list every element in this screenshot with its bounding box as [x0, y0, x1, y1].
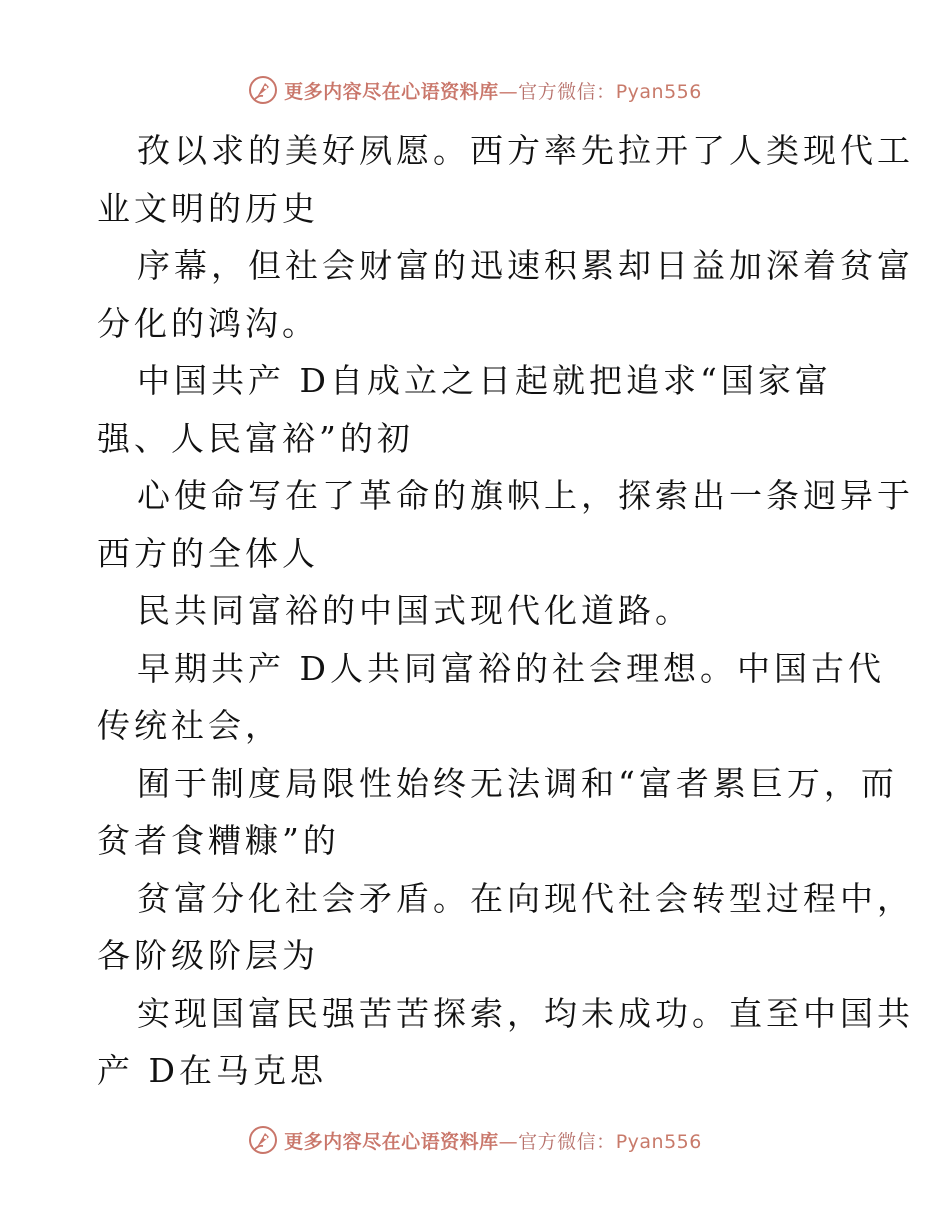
body-line: 孜以求的美好夙愿。西方率先拉开了人类现代工: [137, 131, 914, 170]
body-line: 实现国富民强苦苦探索，均未成功。直至中国共: [137, 993, 914, 1033]
body-line: 各阶级阶层为: [97, 936, 319, 975]
header-banner-text: [284, 77, 702, 104]
footer-banner-text: [284, 1127, 702, 1154]
body-line: 心使命写在了革命的旗帜上，探索出一条迥异于: [137, 476, 914, 515]
body-line: 业文明的历史: [97, 188, 319, 228]
header-banner: [0, 70, 950, 110]
wechat-label: 官方微信：: [518, 80, 616, 103]
body-line: 强、人民富裕”的初: [97, 418, 414, 458]
banner-dash: —: [498, 80, 519, 103]
site-name: 更多内容尽在心语资料库: [284, 1130, 499, 1153]
wechat-id: Pyan556: [615, 1130, 702, 1153]
body-line: 贫者食糟糠”的: [97, 821, 340, 860]
site-name: 更多内容尽在心语资料库: [284, 80, 499, 103]
body-line: 序幕，但社会财富的迅速积累却日益加深着贫富: [137, 246, 914, 285]
pen-nib-logo-icon: [248, 75, 278, 105]
body-line: 早期共产 D人共同富裕的社会理想。中国古代: [137, 648, 885, 688]
wechat-label: 官方微信：: [518, 1130, 616, 1153]
pen-nib-logo-icon: [248, 1125, 278, 1155]
footer-banner: [0, 1120, 950, 1160]
document-body: [97, 122, 914, 1100]
wechat-id: Pyan556: [615, 80, 702, 103]
body-line: 传统社会，: [97, 706, 282, 745]
body-line: 民共同富裕的中国式现代化道路。: [137, 591, 692, 630]
body-line: 分化的鸿沟。: [97, 303, 319, 343]
body-line: 囿于制度局限性始终无法调和“富者累巨万，而: [137, 763, 898, 803]
body-line: 西方的全体人: [97, 533, 319, 573]
banner-dash: —: [498, 1130, 519, 1153]
body-line: 中国共产 D自成立之日起就把追求“国家富: [137, 361, 832, 400]
body-line: 产 D在马克思: [97, 1051, 327, 1090]
body-line: 贫富分化社会矛盾。在向现代社会转型过程中，: [137, 878, 914, 918]
